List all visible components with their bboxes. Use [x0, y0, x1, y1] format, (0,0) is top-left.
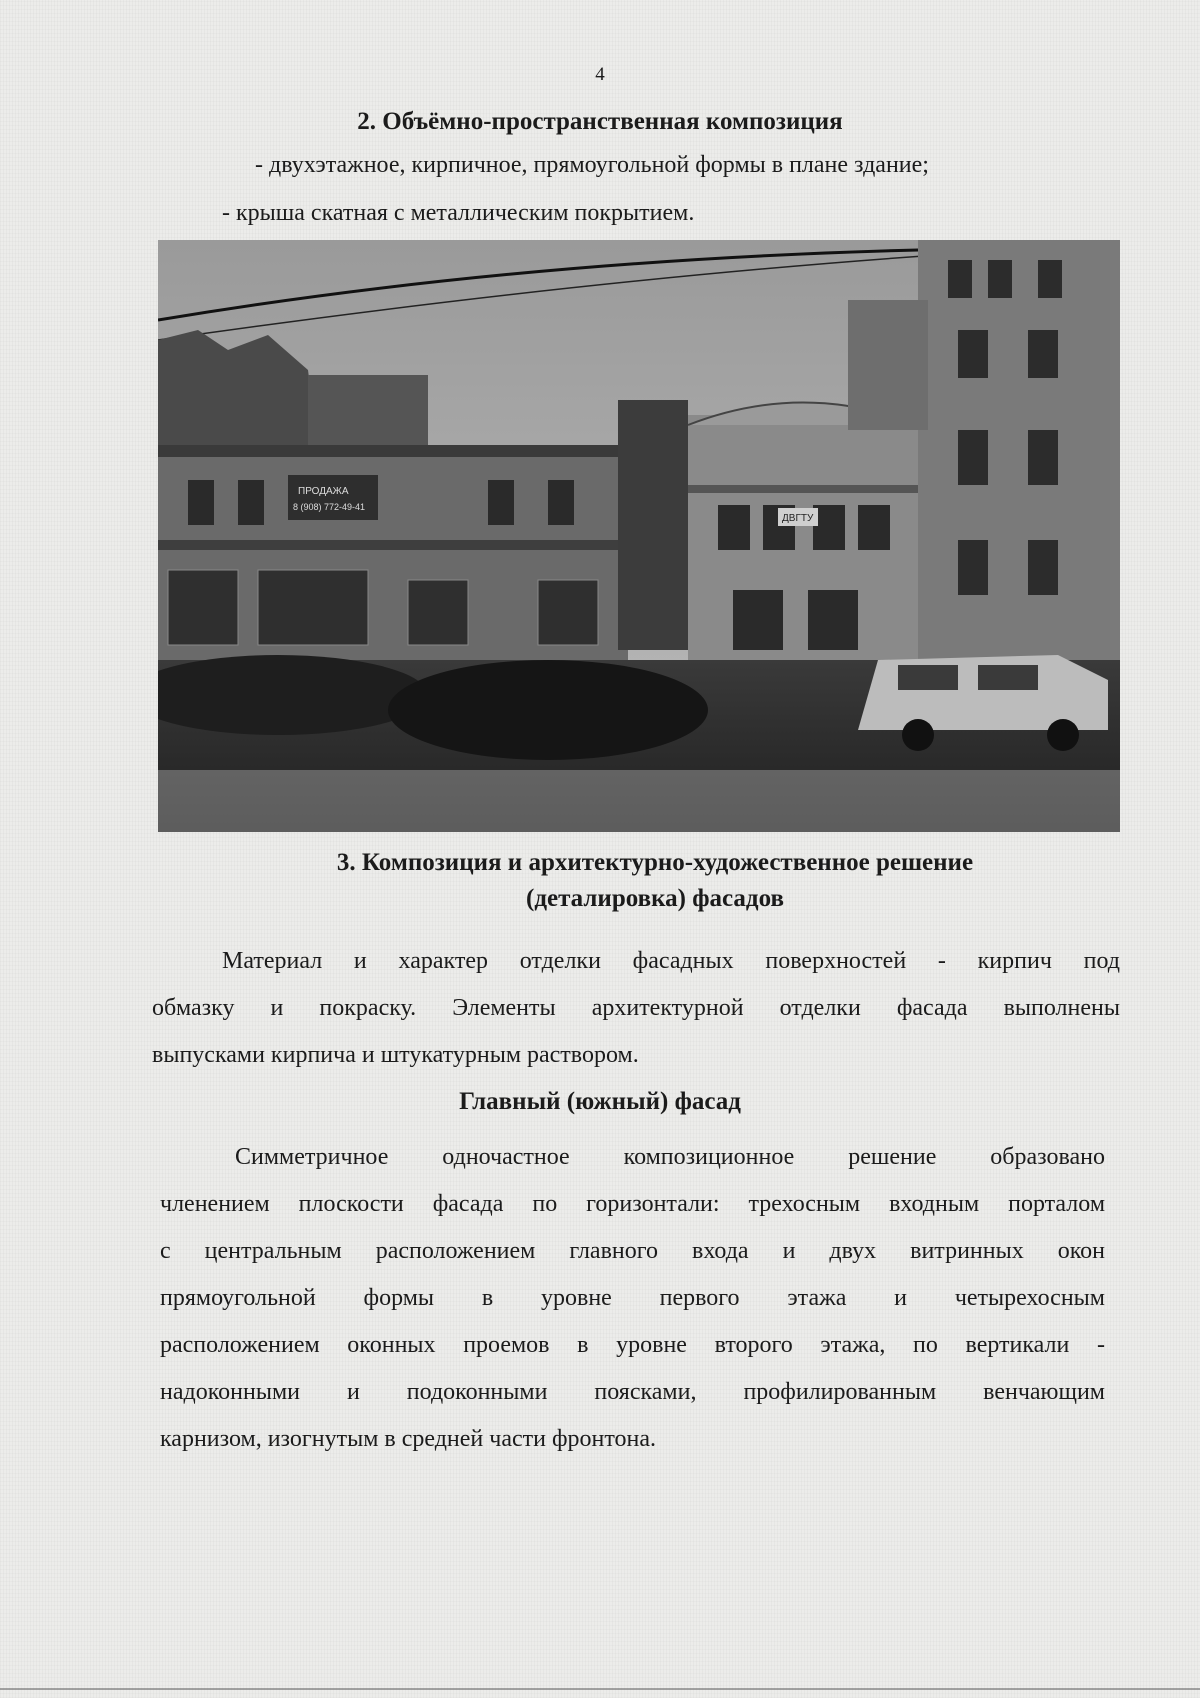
street-photo-illustration	[158, 240, 1120, 832]
bullet-line: - крыша скатная с металлическим покрытием.	[222, 200, 695, 226]
section-2-title: 2. Объёмно-пространственная композиция	[357, 108, 843, 135]
scan-edge-rule	[0, 1688, 1200, 1690]
section-3-title-line: 3. Композиция и архитектурно-художественное решение	[336, 849, 974, 876]
bullet-line: - двухэтажное, кирпичное, прямоугольной формы в плане здание;	[255, 152, 929, 178]
photo-sign-text: 8 (908) 772-49-41	[293, 502, 366, 512]
main-facade-title: Главный (южный) фасад	[459, 1088, 741, 1115]
paragraph-line: Материал и характер отделки фасадных поверхностей - кирпич под	[222, 948, 1120, 974]
facade-paragraph	[160, 1134, 1105, 1463]
paragraph-line: карнизом, изогнутым в средней части фронтона.	[160, 1426, 657, 1452]
photo-sign-text: ДВГТУ	[782, 513, 814, 524]
page-number: 4	[595, 64, 605, 85]
paragraph-line: надоконными и подоконными поясками, профилированным венчающим	[160, 1379, 1105, 1405]
materials-paragraph	[152, 938, 1120, 1079]
section-3-title	[200, 845, 1110, 917]
paragraph-line: с центральным расположением главного входа и двух витринных окон	[160, 1238, 1105, 1264]
section-3-title-line: (деталировка) фасадов	[526, 885, 784, 912]
paragraph-line: обмазку и покраску. Элементы архитектурной отделки фасада выполнены	[152, 995, 1120, 1021]
photo-sign-text: ПРОДАЖА	[298, 486, 349, 497]
paragraph-line: выпусками кирпича и штукатурным раствором.	[152, 1042, 639, 1068]
paragraph-line: расположением оконных проемов в уровне второго этажа, по вертикали -	[160, 1332, 1105, 1358]
building-photo	[158, 240, 1120, 832]
paragraph-line: Симметричное одночастное композиционное решение образовано	[235, 1144, 1105, 1170]
paragraph-line: членением плоскости фасада по горизонтали: трехосным входным порталом	[160, 1191, 1105, 1217]
paragraph-line: прямоугольной формы в уровне первого этажа и четырехосным	[160, 1285, 1105, 1311]
